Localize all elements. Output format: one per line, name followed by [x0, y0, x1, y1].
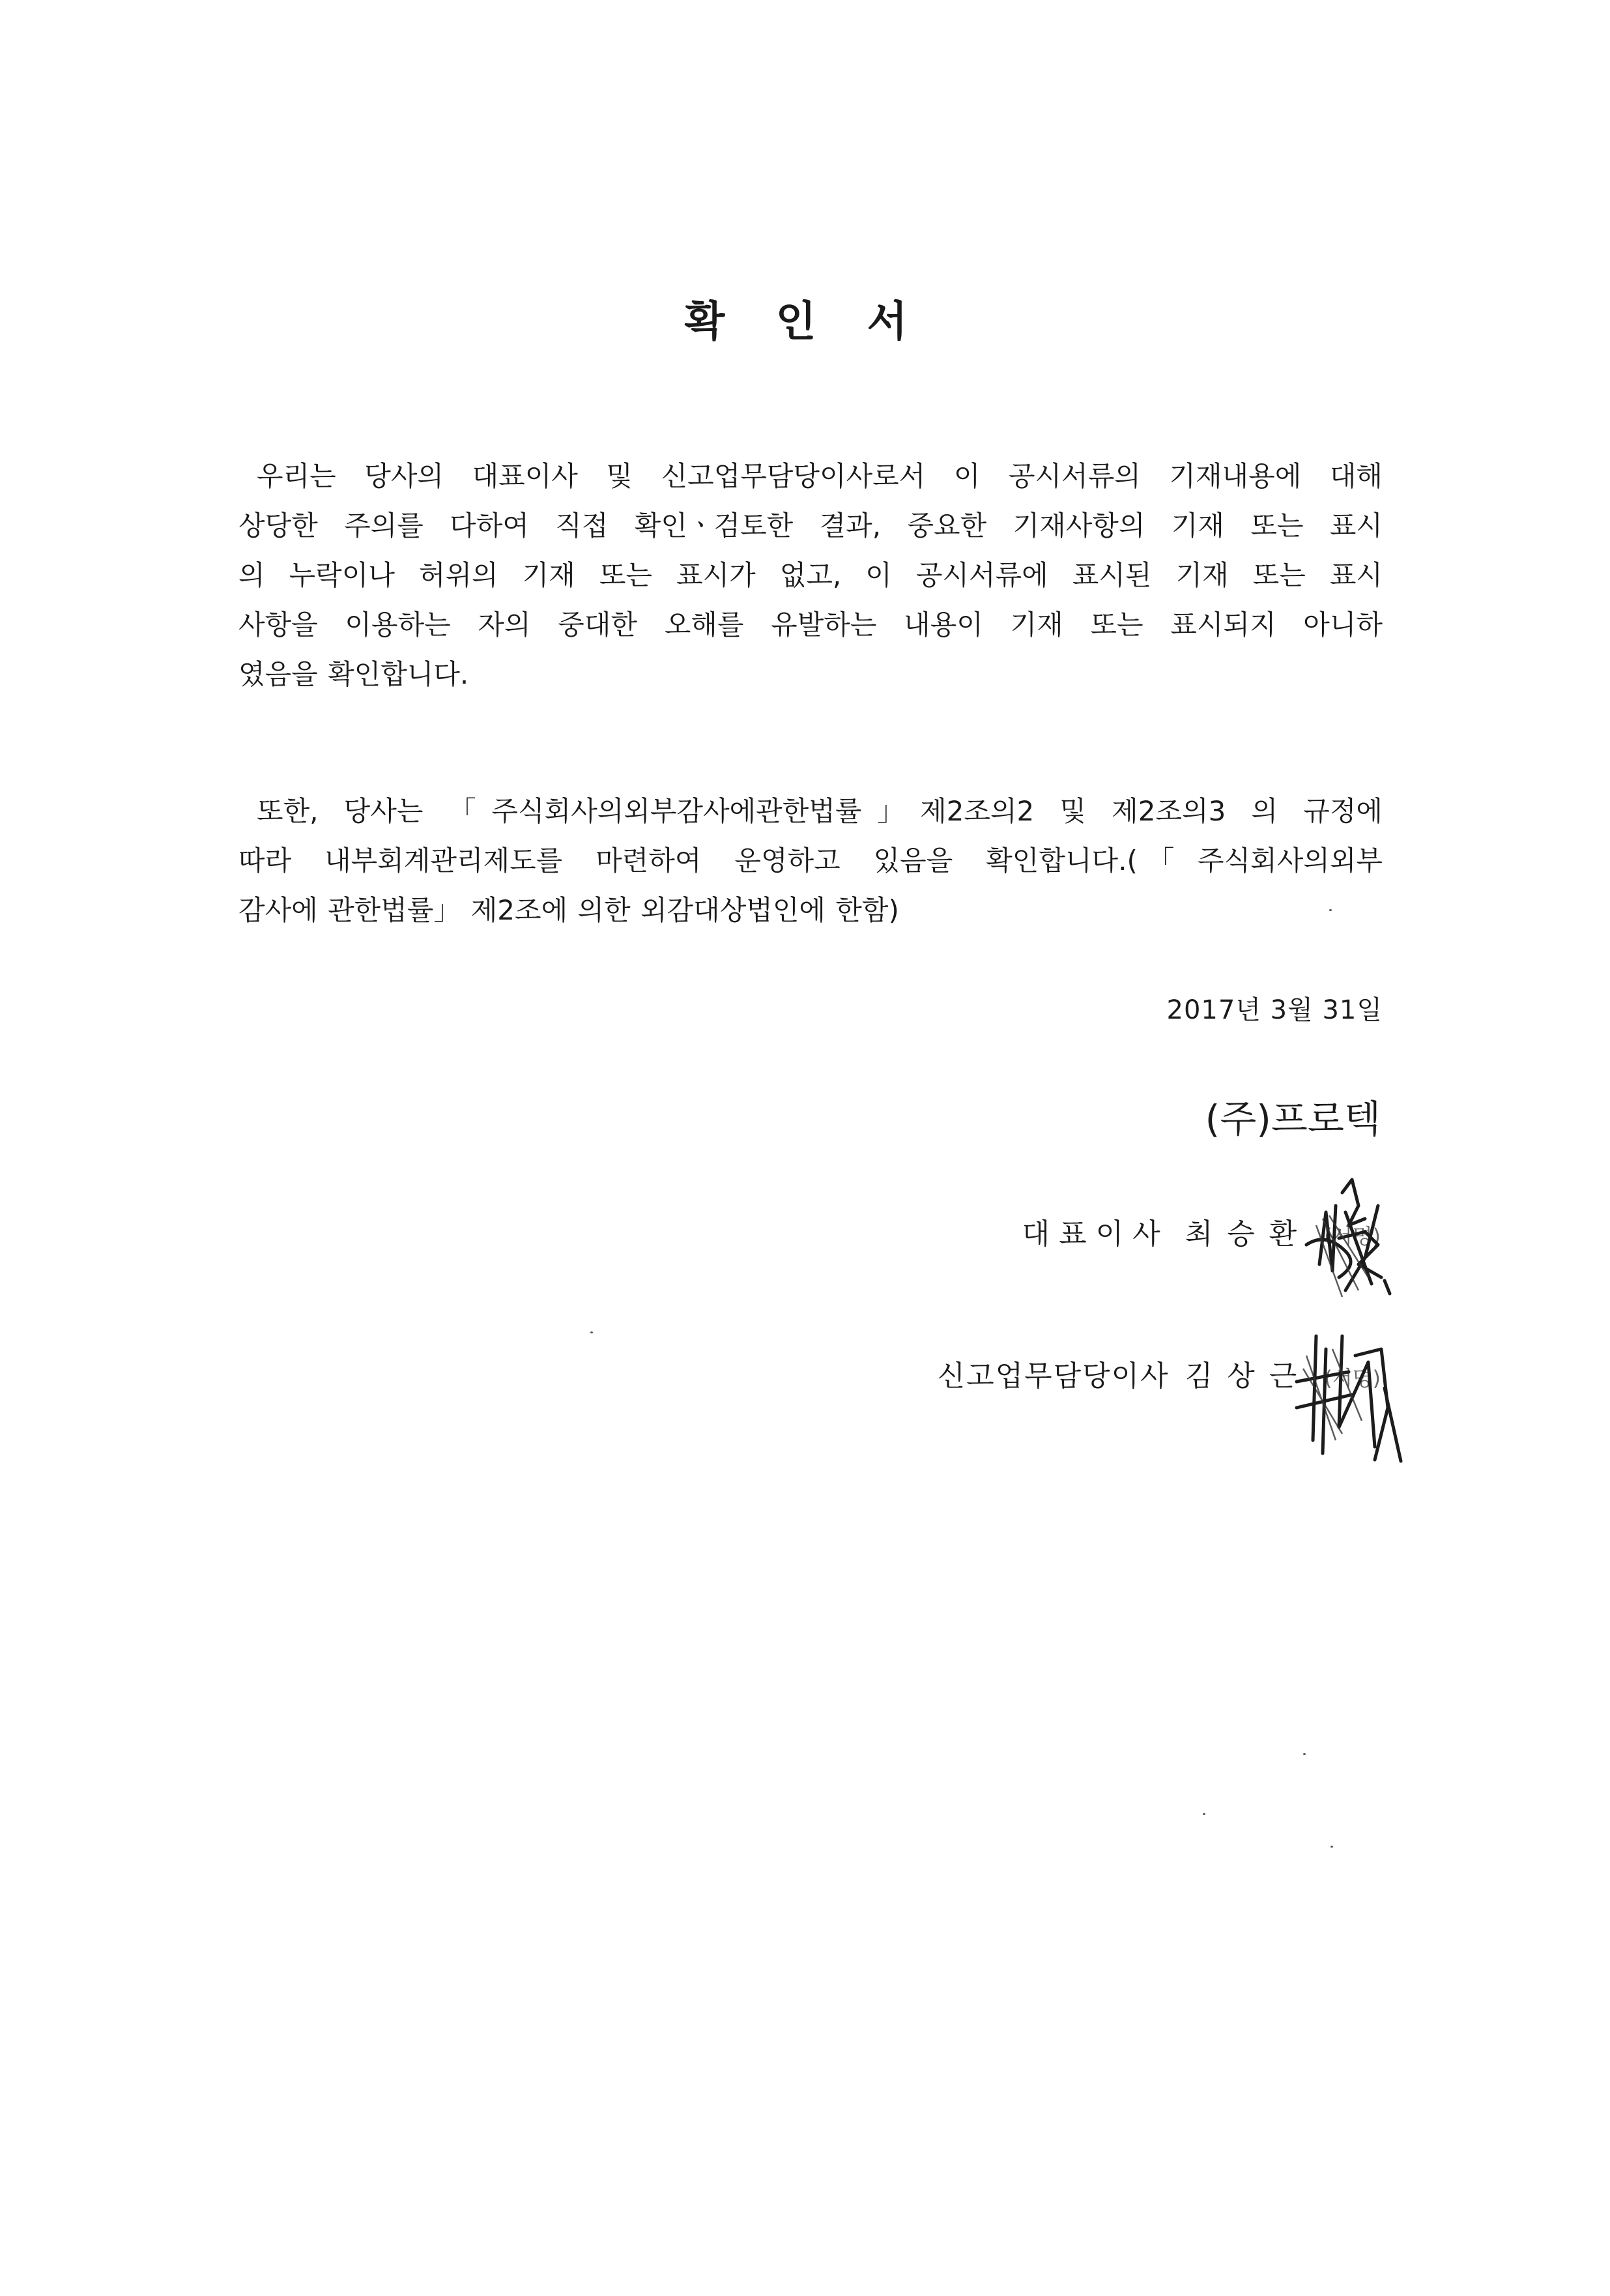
document-date: 2017년 3월 31일 — [1166, 995, 1383, 1025]
signatory-name: 김상근 — [1185, 1359, 1312, 1393]
internal-control-paragraph — [238, 787, 1383, 935]
paragraph-line: 였음을 확인합니다. — [238, 658, 469, 690]
paragraph-line: 따라 내부회계관리제도를 마련하여 운영하고 있음을 확인합니다.(「주식회사의외부 — [238, 845, 1383, 877]
scan-speck — [1329, 909, 1332, 911]
paragraph-line: 우리는 당사의 대표이사 및 신고업무담당이사로서 이 공시서류의 기재내용에 대해 — [257, 460, 1383, 492]
paragraph-line: 상당한 주의를 다하여 직접 확인ㆍ검토한 결과, 중요한 기재사항의 기재 또는 표시 — [238, 510, 1383, 542]
document-title: 확 인 서 — [684, 298, 926, 346]
scan-speck — [590, 1331, 593, 1333]
signatory-name: 최승환 — [1185, 1217, 1312, 1251]
signatory-ceo — [1022, 1217, 1381, 1251]
signature-label: (서명) — [1324, 1366, 1381, 1391]
signatory-role: 대표이사 — [1022, 1217, 1170, 1251]
scan-speck — [1303, 1753, 1306, 1755]
signature-label: (서명) — [1324, 1224, 1381, 1249]
confirmation-paragraph — [238, 452, 1383, 699]
paragraph-line: 사항을 이용하는 자의 중대한 오해를 유발하는 내용이 기재 또는 표시되지 아니하 — [238, 609, 1383, 641]
signatory-disclosure-officer — [937, 1359, 1381, 1393]
paragraph-line: 또한, 당사는 「주식회사의외부감사에관한법률」제2조의2 및 제2조의3 의 규정에 — [257, 795, 1383, 827]
paragraph-line: 감사에 관한법률」 제2조에 의한 외감대상법인에 한함) — [238, 894, 899, 926]
company-name: (주)프로텍 — [1205, 1097, 1381, 1141]
paragraph-line: 의 누락이나 허위의 기재 또는 표시가 없고, 이 공시서류에 표시된 기재 또는 표시 — [238, 559, 1383, 591]
scan-speck — [1203, 1813, 1205, 1815]
scan-speck — [1330, 1846, 1333, 1848]
signatory-role: 신고업무담당이사 — [937, 1359, 1170, 1393]
